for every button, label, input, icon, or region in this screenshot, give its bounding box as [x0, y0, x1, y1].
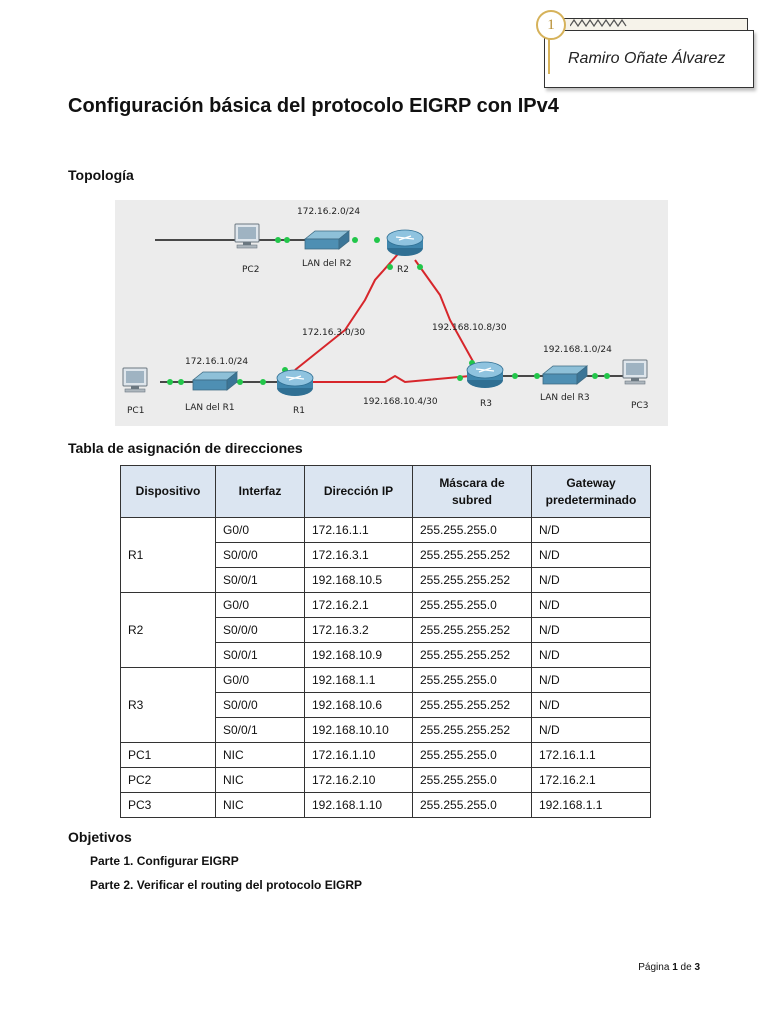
table-cell: S0/0/0	[216, 543, 305, 568]
label-pc1: PC1	[127, 406, 145, 416]
table-cell: 255.255.255.252	[413, 543, 532, 568]
label-lan-r3: LAN del R3	[540, 393, 590, 403]
table-heading: Tabla de asignación de direcciones	[68, 440, 303, 456]
badge-number: 1	[536, 10, 566, 40]
objectives-heading: Objetivos	[68, 829, 132, 845]
page-footer	[638, 962, 700, 973]
table-cell: N/D	[532, 668, 651, 693]
table-cell: S0/0/1	[216, 718, 305, 743]
col-mask: Máscara de subred	[413, 466, 532, 518]
table-cell: 192.168.1.1	[305, 668, 413, 693]
switch-r3-icon	[543, 366, 587, 384]
address-table	[120, 465, 651, 818]
table-row	[121, 668, 651, 693]
table-cell: 172.16.3.1	[305, 543, 413, 568]
device-cell: R2	[121, 593, 216, 668]
table-cell: NIC	[216, 793, 305, 818]
device-cell: PC2	[121, 768, 216, 793]
table-cell: 255.255.255.252	[413, 718, 532, 743]
table-cell: 192.168.1.10	[305, 793, 413, 818]
table-cell: 192.168.1.1	[532, 793, 651, 818]
objective-part-1: Parte 1. Configurar EIGRP	[90, 854, 239, 868]
topology-heading: Topología	[68, 167, 134, 183]
table-cell: 172.16.1.10	[305, 743, 413, 768]
device-cell: R1	[121, 518, 216, 593]
topology-diagram	[115, 200, 668, 426]
table-cell: N/D	[532, 593, 651, 618]
table-cell: S0/0/0	[216, 618, 305, 643]
table-cell: N/D	[532, 618, 651, 643]
table-cell: G0/0	[216, 518, 305, 543]
table-cell: 172.16.1.1	[532, 743, 651, 768]
switch-r1-icon	[193, 372, 237, 390]
device-cell: PC3	[121, 793, 216, 818]
footer-total: 3	[694, 962, 700, 973]
table-cell: 255.255.255.0	[413, 768, 532, 793]
col-device: Dispositivo	[121, 466, 216, 518]
col-gateway: Gateway predeterminado	[532, 466, 651, 518]
footer-prefix: Página	[638, 962, 673, 973]
table-cell: 172.16.2.1	[532, 768, 651, 793]
label-r3: R3	[480, 399, 492, 409]
table-cell: N/D	[532, 693, 651, 718]
label-net-r1-r3: 192.168.10.4/30	[363, 397, 438, 407]
table-cell: S0/0/1	[216, 568, 305, 593]
table-cell: S0/0/1	[216, 643, 305, 668]
table-cell: N/D	[532, 568, 651, 593]
label-net-r1-lan: 172.16.1.0/24	[185, 357, 249, 367]
table-cell: N/D	[532, 543, 651, 568]
table-cell: 255.255.255.252	[413, 693, 532, 718]
footer-mid: de	[677, 962, 695, 973]
table-row	[121, 793, 651, 818]
table-cell: 172.16.1.1	[305, 518, 413, 543]
page-title: Configuración básica del protocolo EIGRP con IPv4	[68, 95, 559, 117]
table-cell: N/D	[532, 518, 651, 543]
table-cell: 192.168.10.6	[305, 693, 413, 718]
device-cell: R3	[121, 668, 216, 743]
label-net-r2-r3: 192.168.10.8/30	[432, 323, 507, 333]
device-cell: PC1	[121, 743, 216, 768]
table-cell: N/D	[532, 718, 651, 743]
zigzag-decoration	[570, 18, 630, 28]
col-ip: Dirección IP	[305, 466, 413, 518]
label-lan-r1: LAN del R1	[185, 403, 235, 413]
label-pc2: PC2	[242, 265, 260, 275]
table-row	[121, 743, 651, 768]
label-net-r2-lan: 172.16.2.0/24	[297, 207, 361, 217]
table-cell: 172.16.2.1	[305, 593, 413, 618]
footer-page: 1	[672, 962, 678, 973]
switch-r2-icon	[305, 231, 349, 249]
label-r2: R2	[397, 265, 409, 275]
table-cell: 255.255.255.0	[413, 518, 532, 543]
table-cell: G0/0	[216, 593, 305, 618]
pc2-icon	[235, 224, 259, 248]
table-cell: 255.255.255.252	[413, 643, 532, 668]
router-r1-icon	[277, 370, 313, 396]
table-cell: G0/0	[216, 668, 305, 693]
author-name: Ramiro Oñate Álvarez	[568, 50, 726, 67]
col-interface: Interfaz	[216, 466, 305, 518]
table-header-row	[121, 466, 651, 518]
label-net-r1-r2: 172.16.3.0/30	[302, 328, 366, 338]
table-row	[121, 518, 651, 543]
badge-clip	[548, 34, 550, 74]
table-cell: 192.168.10.9	[305, 643, 413, 668]
table-cell: 192.168.10.5	[305, 568, 413, 593]
table-cell: N/D	[532, 643, 651, 668]
table-cell: NIC	[216, 743, 305, 768]
table-cell: 255.255.255.0	[413, 793, 532, 818]
label-net-r3-lan: 192.168.1.0/24	[543, 345, 612, 355]
table-cell: S0/0/0	[216, 693, 305, 718]
table-cell: 255.255.255.0	[413, 668, 532, 693]
router-r3-icon	[467, 362, 503, 388]
table-cell: 255.255.255.252	[413, 568, 532, 593]
router-r2-icon	[387, 230, 423, 256]
table-cell: 172.16.3.2	[305, 618, 413, 643]
table-cell: 255.255.255.0	[413, 743, 532, 768]
label-pc3: PC3	[631, 401, 649, 411]
pc3-icon	[623, 360, 647, 384]
table-cell: 255.255.255.252	[413, 618, 532, 643]
table-row	[121, 593, 651, 618]
objective-part-2: Parte 2. Verificar el routing del protocolo EIGRP	[90, 878, 363, 892]
author-badge	[536, 12, 752, 74]
label-lan-r2: LAN del R2	[302, 259, 352, 269]
label-r1: R1	[293, 406, 305, 416]
table-cell: NIC	[216, 768, 305, 793]
pc1-icon	[123, 368, 147, 392]
table-row	[121, 768, 651, 793]
table-cell: 172.16.2.10	[305, 768, 413, 793]
table-cell: 255.255.255.0	[413, 593, 532, 618]
table-cell: 192.168.10.10	[305, 718, 413, 743]
